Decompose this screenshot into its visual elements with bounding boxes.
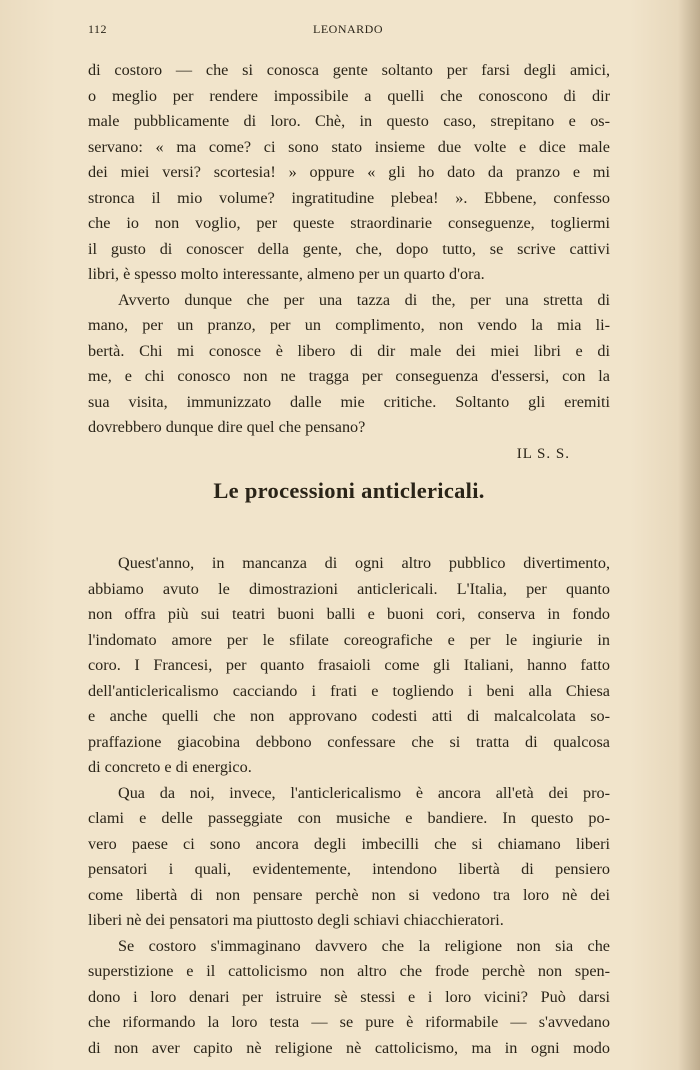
text-line: servano: « ma come? ci sono stato insieme due volte e dice male <box>88 137 610 156</box>
page-gutter-shadow <box>678 0 700 1070</box>
text-line: Quest'anno, in mancanza di ogni altro pubblico divertimento, <box>118 554 610 572</box>
text-line: bertà. Chi mi conosce è libero di dir male dei miei libri e di <box>88 341 610 360</box>
text-line: dei miei versi? scortesia! » oppure « gli ho dato da pranzo e mi <box>88 163 610 181</box>
text-line: e anche quelli che non approvano codesti atti di malcalcolata so- <box>88 707 610 725</box>
page-number: 112 <box>88 22 108 36</box>
text-line: di non aver capito nè religione nè cattolicismo, ma in ogni modo <box>88 1038 610 1057</box>
text-line: dovrebbero dunque dire quel che pensano? <box>88 418 366 436</box>
text-line: Avverto dunque che per una tazza di the, per una stretta di <box>118 290 610 309</box>
text-line: pensatori i quali, evidentemente, intendono libertà di pensiero <box>88 860 610 878</box>
intro-paragraph <box>88 58 610 288</box>
text-line: praffazione giacobina debbono confessare che si tratta di qualcosa <box>88 732 610 751</box>
text-line: come libertà di non pensare perchè non si vedono tra loro nè dei <box>88 885 610 904</box>
text-line: me, e chi conosco non ne tragga per conseguenza d'essersi, con la <box>88 367 610 385</box>
text-line: di costoro — che si conosca gente soltanto per farsi degli amici, <box>88 61 610 79</box>
section-paragraph-1 <box>88 551 610 781</box>
text-line: Qua da noi, invece, l'anticlericalismo è ancora all'età dei pro- <box>118 783 610 802</box>
section-paragraph-3 <box>88 934 610 1062</box>
text-line: dell'anticlericalismo cacciando i frati e togliendo i beni alla Chiesa <box>88 681 610 700</box>
text-line: il gusto di conoscer della gente, che, dopo tutto, se scrive cattivi <box>88 239 610 258</box>
text-line: o meglio per rendere impossibile a quelli che conoscono di dir <box>88 86 610 105</box>
text-line: male pubblicamente di loro. Chè, in questo caso, strepitano e os- <box>88 112 610 130</box>
top-text-block <box>88 58 610 467</box>
section-text-block <box>88 551 610 1061</box>
text-line: stronca il mio volume? ingratitudine plebea! ». Ebbene, confesso <box>88 188 610 207</box>
text-line: libri, è spesso molto interessante, almeno per un quarto d'ora. <box>88 265 485 283</box>
text-line: liberi nè dei pensatori ma piuttosto degli schiavi chiacchieratori. <box>88 911 504 929</box>
running-head <box>88 22 608 40</box>
text-line: Se costoro s'immaginano davvero che la religione non sia che <box>118 936 610 955</box>
text-line: dono i loro denari per istruire sè stessi e i loro vicini? Può darsi <box>88 987 610 1006</box>
second-paragraph <box>88 288 610 441</box>
running-title: LEONARDO <box>313 22 383 36</box>
text-line: l'indomato amore per le sfilate coreografiche e per le ingiurie in <box>88 630 610 649</box>
text-line: che riformando la loro testa — se pure è riformabile — s'avvedano <box>88 1013 610 1031</box>
section-title: Le processioni anticlericali. <box>213 478 485 503</box>
text-line: coro. I Francesi, per quanto frasaioli come gli Italiani, hanno fatto <box>88 656 610 674</box>
text-line: di concreto e di energico. <box>88 758 252 776</box>
text-line: non offra più sui teatri buoni balli e buoni cori, conserva in fondo <box>88 605 610 623</box>
text-line: che io non voglio, per queste straordinarie conseguenze, togliermi <box>88 214 610 232</box>
section-paragraph-2 <box>88 781 610 934</box>
text-line: abbiamo avuto le dimostrazioni anticlericali. L'Italia, per quanto <box>88 579 610 598</box>
text-line: sua visita, immunizzato dalle mie critiche. Soltanto gli eremiti <box>88 392 610 411</box>
text-line: mano, per un pranzo, per un complimento, non vendo la mia li- <box>88 316 610 334</box>
text-line: clami e delle passeggiate con musiche e bandiere. In questo po- <box>88 809 610 827</box>
text-line: vero paese ci sono ancora degli imbecilli che si chiamano liberi <box>88 834 610 853</box>
author-signature: IL S. S. <box>516 445 570 462</box>
text-line: superstizione e il cattolicismo non altro che frode perchè non spen- <box>88 962 610 980</box>
